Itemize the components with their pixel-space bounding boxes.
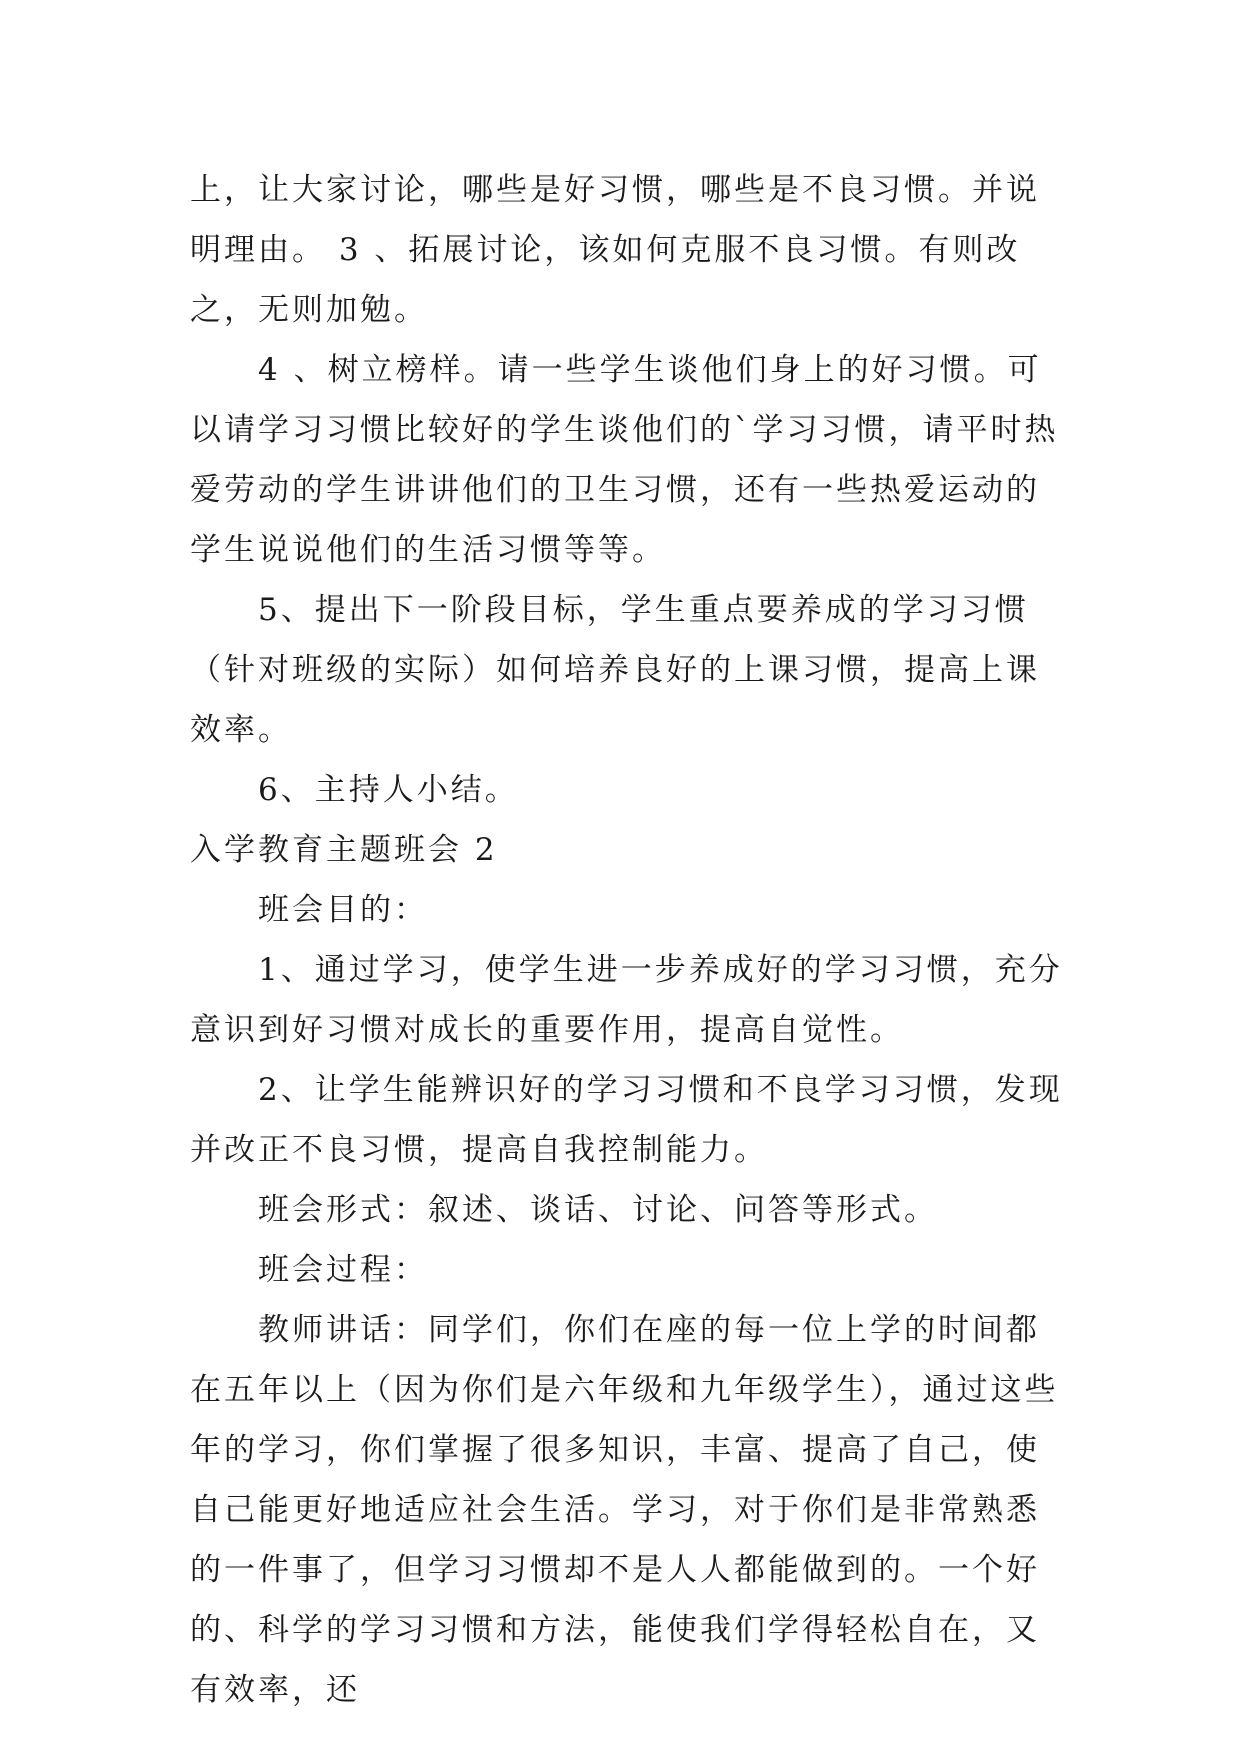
paragraph-format: 班会形式：叙述、谈话、讨论、问答等形式。 xyxy=(258,1192,938,1228)
paragraph-purpose-1: 1、通过学习，使学生进一步养成好的学习习惯，充分意识到好习惯对成长的重要作用，提高自觉性。 xyxy=(190,952,1063,1048)
paragraph-habits-discussion: 上，让大家讨论，哪些是好习惯，哪些是不良习惯。并说明理由。 3 、拓展讨论，该如何克服不良习惯。有则改之，无则加勉。 xyxy=(190,172,1040,328)
paragraph-teacher-speech: 教师讲话：同学们，你们在座的每一位上学的时间都在五年以上（因为你们是六年级和九年级学生），通过这些年的学习，你们掌握了很多知识，丰富、提高了自己，使自己能更好地适应社会生活。学习，对于你们是非常熟悉的一件事了，但学习习惯却不是人人都能做到的。一个好的、科学的学习习惯和方法，能使我们学得轻松自在，又有效率，还 xyxy=(190,1312,1059,1708)
document-body xyxy=(190,160,1065,1720)
paragraph-purpose-2: 2、让学生能辨识好的学习习惯和不良学习习惯，发现并改正不良习惯，提高自我控制能力。 xyxy=(190,1072,1063,1168)
paragraph-role-models: 4 、树立榜样。请一些学生谈他们身上的好习惯。可以请学习习惯比较好的学生谈他们的`学习习惯，请平时热爱劳动的学生讲讲他们的卫生习惯，还有一些热爱运动的学生说说他们的生活习惯等等。 xyxy=(190,352,1059,568)
paragraph-purpose-label: 班会目的： xyxy=(258,892,428,928)
paragraph-host-summary: 6、主持人小结。 xyxy=(258,772,519,808)
section-heading: 入学教育主题班会 2 xyxy=(190,832,498,868)
paragraph-process-label: 班会过程： xyxy=(258,1252,428,1288)
paragraph-next-goals: 5、提出下一阶段目标，学生重点要养成的学习习惯（针对班级的实际）如何培养良好的上课习惯，提高上课效率。 xyxy=(190,592,1040,748)
